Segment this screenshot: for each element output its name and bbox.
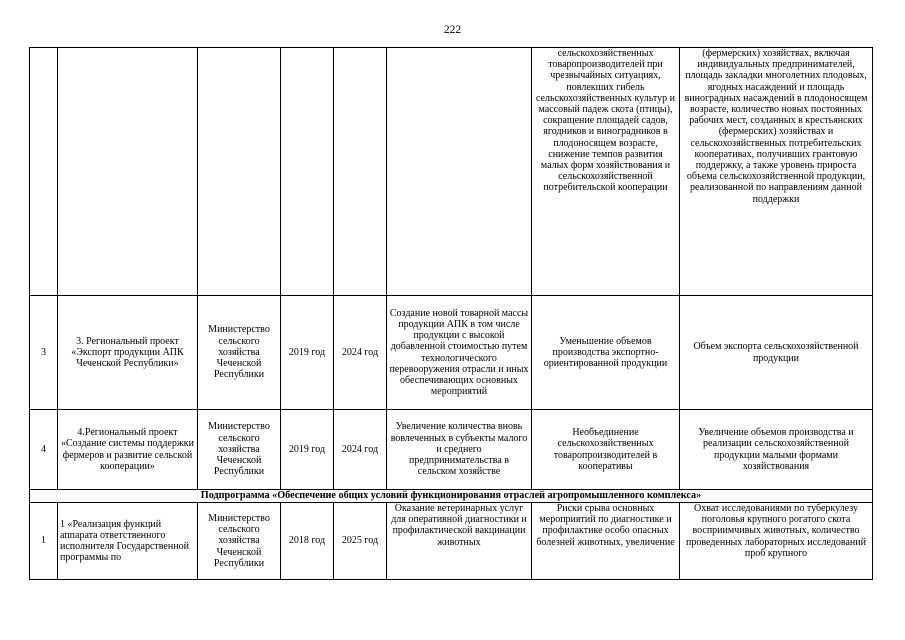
cell-start: 2018 год bbox=[281, 503, 334, 580]
cell-end: 2024 год bbox=[334, 410, 387, 490]
cell-result bbox=[387, 48, 532, 296]
cell-executor: Министерство сельского хозяйства Чеченской Республики bbox=[198, 296, 281, 410]
program-table bbox=[29, 47, 873, 580]
cell-start: 2019 год bbox=[281, 296, 334, 410]
cell-risks: Необъединение сельскохозяйственных товаропроизводителей в кооперативы bbox=[532, 410, 680, 490]
cell-risks: Уменьшение объемов производства экспортно-ориентированной продукции bbox=[532, 296, 680, 410]
cell-result: Создание новой товарной массы продукции АПК в том числе продукции с высокой добавленной стоимостью путем технологического перевооружения отрасли и иных обеспечивающих основных мероприятий bbox=[387, 296, 532, 410]
cell-start bbox=[281, 48, 334, 296]
subprogram-title: Подпрограмма «Обеспечение общих условий функционирования отраслей агропромышленного комплекса» bbox=[30, 490, 873, 503]
table-row-continued bbox=[30, 48, 873, 296]
cell-name: 3. Региональный проект «Экспорт продукции АПК Чеченской Республики» bbox=[58, 296, 198, 410]
table-row bbox=[30, 410, 873, 490]
cell-num: 3 bbox=[30, 296, 58, 410]
cell-name: 1 «Реализация функций аппарата ответственного исполнителя Государственной программы по bbox=[58, 503, 198, 580]
cell-num: 4 bbox=[30, 410, 58, 490]
cell-result: Увеличение количества вновь вовлеченных в субъекты малого и среднего предпринимательства в сельском хозяйстве bbox=[387, 410, 532, 490]
cell-result: Оказание ветеринарных услуг для оперативной диагностики и профилактической вакцинации животных bbox=[387, 503, 532, 580]
cell-name: 4.Региональный проект «Создание системы поддержки фермеров и развитие сельской кооперации» bbox=[58, 410, 198, 490]
cell-executor: Министерство сельского хозяйства Чеченской Республики bbox=[198, 503, 281, 580]
cell-start: 2019 год bbox=[281, 410, 334, 490]
cell-indicators: Охват исследованиями по туберкулезу поголовья крупного рогатого скота восприимчивых животных, количество проведенных лабораторных исследований проб крупного bbox=[680, 503, 873, 580]
table-row bbox=[30, 503, 873, 580]
cell-num bbox=[30, 48, 58, 296]
cell-risks: сельскохозяйственных товаропроизводителей при чрезвычайных ситуациях, повлекших гибель сельскохозяйственных культур и массовый падеж скота (птицы), сокращение площадей садов, ягодников и виноградников в плодоносящем возрасте, снижение темпов развития малых форм хозяйствования и сельскохозяйственной потребительской кооперации bbox=[532, 48, 680, 296]
cell-end: 2024 год bbox=[334, 296, 387, 410]
cell-risks: Риски срыва основных мероприятий по диагностике и профилактике особо опасных болезней животных, увеличение bbox=[532, 503, 680, 580]
table-row bbox=[30, 296, 873, 410]
cell-end: 2025 год bbox=[334, 503, 387, 580]
cell-indicators: Увеличение объемов производства и реализации сельскохозяйственной продукции малыми формами хозяйствования bbox=[680, 410, 873, 490]
cell-indicators: Объем экспорта сельскохозяйственной продукции bbox=[680, 296, 873, 410]
subprogram-header-row bbox=[30, 490, 873, 503]
cell-executor: Министерство сельского хозяйства Чеченской Республики bbox=[198, 410, 281, 490]
cell-end bbox=[334, 48, 387, 296]
cell-indicators: (фермерских) хозяйствах, включая индивидуальных предпринимателей, площадь закладки многолетних плодовых, ягодных насаждений и площадь виноградных насаждений в плодоносящем возрасте, количество новых постоянных рабочих мест, созданных в крестьянских (фермерских) хозяйствах и сельскохозяйственных потребительских кооперативах, получивших грантовую поддержку, а также уровень прироста объема сельскохозяйственной продукции, реализованной по направлениям данной поддержки bbox=[680, 48, 873, 296]
cell-executor bbox=[198, 48, 281, 296]
cell-num: 1 bbox=[30, 503, 58, 580]
page-number: 222 bbox=[443, 24, 462, 36]
cell-name bbox=[58, 48, 198, 296]
